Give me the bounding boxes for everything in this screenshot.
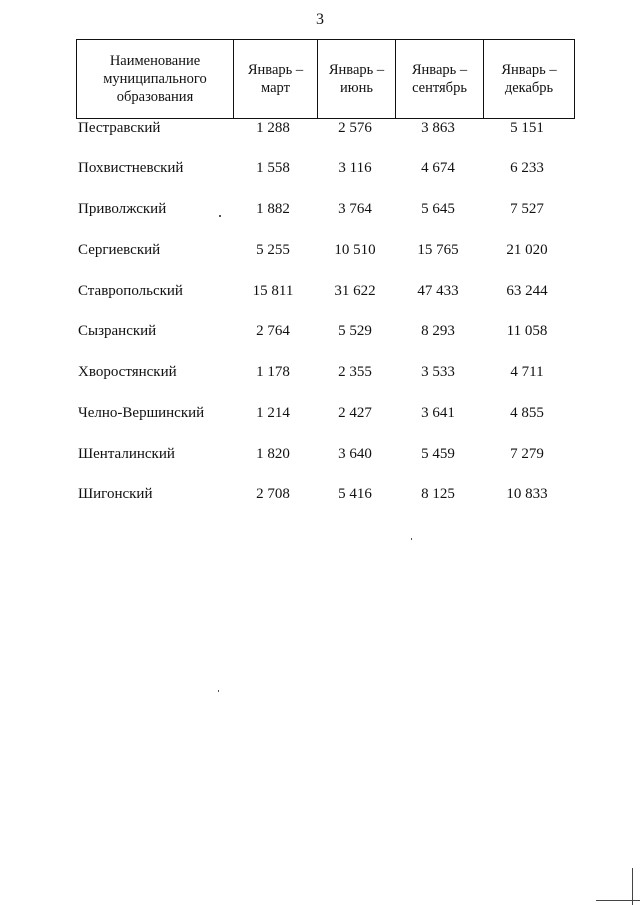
municipality-name: Сергиевский	[78, 242, 161, 258]
header-row	[77, 40, 575, 119]
header-jan-sep-line-2: сентябрь	[412, 80, 467, 96]
header-jan-jun-line-1: Январь –	[328, 62, 385, 78]
header-jan-sep	[396, 40, 484, 119]
value-jan-sep: 8 125	[421, 486, 455, 502]
value-jan-jun: 2 576	[338, 120, 372, 136]
municipality-name: Пестравский	[78, 120, 161, 136]
header-municipality-line-3: образования	[116, 89, 194, 105]
municipality-name: Челно-Вершинский	[78, 405, 205, 421]
value-jan-dec: 4 711	[510, 364, 544, 380]
value-jan-dec: 63 244	[506, 283, 548, 299]
value-jan-jun: 5 416	[338, 486, 372, 502]
value-jan-dec: 6 233	[510, 160, 544, 176]
value-jan-sep: 8 293	[421, 323, 455, 339]
value-jan-mar: 1 820	[256, 446, 290, 462]
table-row	[0, 443, 640, 465]
header-municipality	[77, 40, 234, 119]
table-row	[0, 239, 640, 261]
header-jan-mar-line-1: Январь –	[247, 62, 304, 78]
municipality-name: Хворостянский	[78, 364, 177, 380]
value-jan-mar: 1 214	[256, 405, 290, 421]
value-jan-mar: 2 708	[256, 486, 290, 502]
scan-speck	[218, 690, 219, 692]
table-header	[76, 39, 575, 119]
header-jan-sep-line-1: Январь –	[411, 62, 468, 78]
value-jan-dec: 4 855	[510, 405, 544, 421]
value-jan-jun: 3 116	[338, 160, 372, 176]
municipality-name: Приволжский	[78, 201, 167, 217]
value-jan-jun: 2 355	[338, 364, 372, 380]
page-number: 3	[316, 11, 324, 28]
value-jan-sep: 5 459	[421, 446, 455, 462]
municipality-name: Шенталинский	[78, 446, 175, 462]
value-jan-jun: 10 510	[334, 242, 376, 258]
value-jan-dec: 5 151	[510, 120, 544, 136]
value-jan-sep: 47 433	[417, 283, 459, 299]
scan-edge-mark	[596, 900, 640, 901]
header-municipality-line-2: муниципального	[103, 71, 207, 87]
scan-speck	[219, 215, 221, 217]
value-jan-dec: 7 279	[510, 446, 544, 462]
header-jan-mar-line-2: март	[261, 80, 290, 96]
table-row	[0, 361, 640, 383]
table-row	[0, 320, 640, 342]
value-jan-dec: 7 527	[510, 201, 544, 217]
value-jan-mar: 1 288	[256, 120, 290, 136]
header-jan-mar	[234, 40, 318, 119]
value-jan-mar: 5 255	[256, 242, 290, 258]
header-jan-dec-line-2: декабрь	[504, 80, 554, 96]
table-row	[0, 198, 640, 220]
value-jan-jun: 3 640	[338, 446, 372, 462]
value-jan-mar: 1 882	[256, 201, 290, 217]
header-jan-dec-line-1: Январь –	[501, 62, 557, 78]
value-jan-dec: 21 020	[506, 242, 548, 258]
value-jan-mar: 15 811	[252, 283, 294, 299]
header-jan-jun	[318, 40, 396, 119]
value-jan-mar: 1 178	[256, 364, 290, 380]
value-jan-mar: 2 764	[256, 323, 290, 339]
table-row	[0, 483, 640, 505]
header-jan-jun-line-2: июнь	[340, 80, 373, 96]
value-jan-sep: 3 641	[421, 405, 455, 421]
value-jan-sep: 5 645	[421, 201, 455, 217]
value-jan-sep: 3 863	[421, 120, 455, 136]
header-jan-dec	[484, 40, 575, 119]
value-jan-sep: 3 533	[421, 364, 455, 380]
table-row	[0, 117, 640, 139]
table-row	[0, 280, 640, 302]
municipality-name: Похвистневский	[78, 160, 184, 176]
municipality-name: Шигонский	[78, 486, 153, 502]
table-row	[0, 157, 640, 179]
value-jan-jun: 5 529	[338, 323, 372, 339]
value-jan-dec: 10 833	[506, 486, 548, 502]
value-jan-sep: 4 674	[421, 160, 455, 176]
value-jan-sep: 15 765	[417, 242, 459, 258]
scan-speck	[411, 538, 412, 540]
value-jan-jun: 2 427	[338, 405, 372, 421]
header-municipality-line-1: Наименование	[109, 53, 201, 69]
table-row	[0, 402, 640, 424]
value-jan-mar: 1 558	[256, 160, 290, 176]
municipality-name: Сызранский	[78, 323, 157, 339]
value-jan-dec: 11 058	[506, 323, 548, 339]
value-jan-jun: 31 622	[334, 283, 376, 299]
value-jan-jun: 3 764	[338, 201, 372, 217]
municipality-name: Ставропольский	[78, 283, 183, 299]
